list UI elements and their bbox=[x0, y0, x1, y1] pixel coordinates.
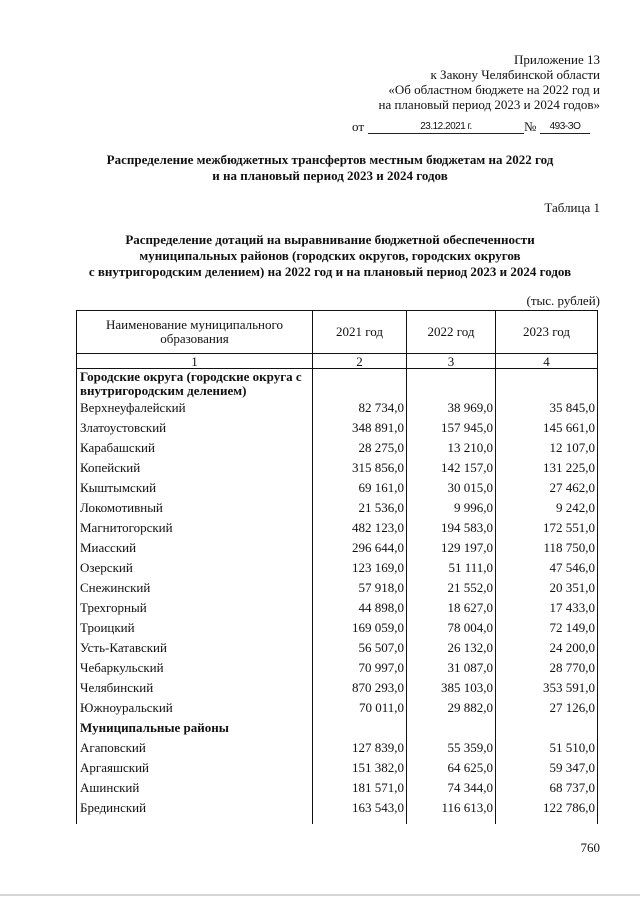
subtitle-line: с внутригородским делением) на 2022 год и на плановый период 2023 и 2024 годов bbox=[88, 264, 572, 279]
cell-value-2022: 51 111,0 bbox=[407, 558, 496, 578]
cell-value-2022: 21 552,0 bbox=[407, 578, 496, 598]
cell-value-2021: 151 382,0 bbox=[313, 758, 407, 778]
cell-value-2022: 29 882,0 bbox=[407, 698, 496, 718]
cell-name: Ашинский bbox=[77, 778, 313, 798]
cell-value-2023: 131 225,0 bbox=[496, 458, 598, 478]
title-line: Распределение межбюджетных трансфертов местным бюджетам на 2022 год bbox=[106, 152, 554, 167]
cell-value-2022: 78 004,0 bbox=[407, 618, 496, 638]
table-row bbox=[77, 758, 598, 778]
cell-value-2023: 27 126,0 bbox=[496, 698, 598, 718]
cell-value-2021: 870 293,0 bbox=[313, 678, 407, 698]
subtitle-line: Распределение дотаций на выравнивание бюджетной обеспеченности bbox=[125, 232, 535, 247]
table-body bbox=[77, 369, 598, 825]
document-title bbox=[60, 152, 600, 184]
scan-edge-line bbox=[0, 894, 640, 896]
cell-value-2023: 172 551,0 bbox=[496, 518, 598, 538]
cell-name: Миасский bbox=[77, 538, 313, 558]
table-row bbox=[77, 438, 598, 458]
cell-name: Троицкий bbox=[77, 618, 313, 638]
appendix-line: Приложение 13 bbox=[513, 52, 600, 67]
table-row bbox=[77, 598, 598, 618]
cell-value-2023: 20 351,0 bbox=[496, 578, 598, 598]
cell-value-2022: 9 996,0 bbox=[407, 498, 496, 518]
cell-value-2022: 55 359,0 bbox=[407, 738, 496, 758]
cell-value-2022: 194 583,0 bbox=[407, 518, 496, 538]
date-field bbox=[368, 118, 524, 134]
table-row bbox=[77, 798, 598, 818]
cell-value-2023: 353 591,0 bbox=[496, 678, 598, 698]
subtitle-line: муниципальных районов (городских округов, городских округов bbox=[139, 248, 521, 263]
appendix-line: к Закону Челябинской области bbox=[430, 67, 600, 82]
cell-value-2021: 348 891,0 bbox=[313, 418, 407, 438]
cell-value-2021: 482 123,0 bbox=[313, 518, 407, 538]
cell-value-2023: 122 786,0 bbox=[496, 798, 598, 818]
cell-value-2023: 118 750,0 bbox=[496, 538, 598, 558]
number-field bbox=[540, 118, 590, 134]
cell-name: Копейский bbox=[77, 458, 313, 478]
subsidy-table bbox=[76, 310, 598, 824]
cell-value-2022: 142 157,0 bbox=[407, 458, 496, 478]
cell-value-2021: 70 997,0 bbox=[313, 658, 407, 678]
table-row bbox=[77, 418, 598, 438]
cell-value-2021: 44 898,0 bbox=[313, 598, 407, 618]
cell-value-2023: 145 661,0 bbox=[496, 418, 598, 438]
table-row bbox=[77, 458, 598, 478]
table-row bbox=[77, 398, 598, 418]
cell-name: Усть-Катавский bbox=[77, 638, 313, 658]
cell-value-2023: 28 770,0 bbox=[496, 658, 598, 678]
table-header-row bbox=[77, 311, 598, 354]
cell-name: Южноуральский bbox=[77, 698, 313, 718]
cell-name: Карабашский bbox=[77, 438, 313, 458]
section-title: Муниципальные районы bbox=[77, 718, 313, 738]
cell-value-2022: 64 625,0 bbox=[407, 758, 496, 778]
cell-value-2023: 47 546,0 bbox=[496, 558, 598, 578]
cell-value-2022: 13 210,0 bbox=[407, 438, 496, 458]
table-row bbox=[77, 658, 598, 678]
cell-name: Кыштымский bbox=[77, 478, 313, 498]
cell-name: Магнитогорский bbox=[77, 518, 313, 538]
cell-name: Чебаркульский bbox=[77, 658, 313, 678]
cell-value-2021: 127 839,0 bbox=[313, 738, 407, 758]
cell-value-2021: 57 918,0 bbox=[313, 578, 407, 598]
table-row bbox=[77, 698, 598, 718]
cell-value-2021: 296 644,0 bbox=[313, 538, 407, 558]
appendix-signature-line bbox=[352, 118, 592, 136]
column-number: 1 bbox=[77, 354, 313, 369]
cell-name: Верхнеуфалейский bbox=[77, 398, 313, 418]
table-row bbox=[77, 518, 598, 538]
table-row bbox=[77, 678, 598, 698]
title-line: и на плановый период 2023 и 2024 годов bbox=[212, 168, 448, 183]
table-row bbox=[77, 578, 598, 598]
table-row bbox=[77, 778, 598, 798]
cell-value-2021: 69 161,0 bbox=[313, 478, 407, 498]
cell-value-2023: 68 737,0 bbox=[496, 778, 598, 798]
cell-value-2022: 157 945,0 bbox=[407, 418, 496, 438]
cell-value-2023: 17 433,0 bbox=[496, 598, 598, 618]
table-continuation bbox=[77, 818, 598, 824]
cell-value-2022: 26 132,0 bbox=[407, 638, 496, 658]
cell-value-2021: 70 011,0 bbox=[313, 698, 407, 718]
cell-value-2022: 18 627,0 bbox=[407, 598, 496, 618]
cell-value-2023: 72 149,0 bbox=[496, 618, 598, 638]
table-label: Таблица 1 bbox=[544, 200, 600, 215]
date-prefix: от bbox=[352, 119, 365, 134]
cell-name: Локомотивный bbox=[77, 498, 313, 518]
cell-value-2021: 28 275,0 bbox=[313, 438, 407, 458]
table-row bbox=[77, 738, 598, 758]
column-header-2023: 2023 год bbox=[496, 311, 598, 354]
cell-value-2023: 35 845,0 bbox=[496, 398, 598, 418]
cell-name: Аргаяшский bbox=[77, 758, 313, 778]
cell-value-2023: 27 462,0 bbox=[496, 478, 598, 498]
cell-name: Трехгорный bbox=[77, 598, 313, 618]
cell-value-2022: 30 015,0 bbox=[407, 478, 496, 498]
cell-value-2021: 315 856,0 bbox=[313, 458, 407, 478]
column-number: 2 bbox=[313, 354, 407, 369]
cell-name: Снежинский bbox=[77, 578, 313, 598]
cell-value-2023: 24 200,0 bbox=[496, 638, 598, 658]
cell-value-2021: 123 169,0 bbox=[313, 558, 407, 578]
cell-value-2021: 82 734,0 bbox=[313, 398, 407, 418]
cell-name: Брединский bbox=[77, 798, 313, 818]
table-title bbox=[60, 232, 600, 280]
table-row bbox=[77, 478, 598, 498]
units-label: (тыс. рублей) bbox=[526, 293, 600, 308]
cell-value-2023: 51 510,0 bbox=[496, 738, 598, 758]
appendix-line: «Об областном бюджете на 2022 год и bbox=[388, 82, 600, 97]
column-number-row bbox=[77, 354, 598, 369]
column-header-2021: 2021 год bbox=[313, 311, 407, 354]
cell-value-2022: 38 969,0 bbox=[407, 398, 496, 418]
cell-value-2022: 129 197,0 bbox=[407, 538, 496, 558]
cell-name: Агаповский bbox=[77, 738, 313, 758]
cell-value-2023: 9 242,0 bbox=[496, 498, 598, 518]
appendix-line: на плановый период 2023 и 2024 годов» bbox=[378, 97, 600, 112]
law-number: 493-ЗО bbox=[549, 121, 581, 132]
cell-value-2021: 163 543,0 bbox=[313, 798, 407, 818]
table-row bbox=[77, 538, 598, 558]
cell-value-2022: 74 344,0 bbox=[407, 778, 496, 798]
table-row bbox=[77, 638, 598, 658]
cell-name: Челябинский bbox=[77, 678, 313, 698]
table-row bbox=[77, 558, 598, 578]
column-number: 4 bbox=[496, 354, 598, 369]
section-title: Городские округа (городские округа с внутригородским делением) bbox=[77, 369, 313, 399]
cell-value-2022: 31 087,0 bbox=[407, 658, 496, 678]
cell-value-2021: 56 507,0 bbox=[313, 638, 407, 658]
page-number: 760 bbox=[580, 840, 600, 855]
section-row-city-districts bbox=[77, 369, 598, 399]
column-number: 3 bbox=[407, 354, 496, 369]
cell-name: Озерский bbox=[77, 558, 313, 578]
cell-name: Златоустовский bbox=[77, 418, 313, 438]
number-sign: № bbox=[524, 119, 537, 134]
column-header-2022: 2022 год bbox=[407, 311, 496, 354]
section-row-municipal-districts bbox=[77, 718, 598, 738]
column-header-name: Наименование муниципального образования bbox=[77, 311, 313, 354]
cell-value-2022: 116 613,0 bbox=[407, 798, 496, 818]
table-row bbox=[77, 618, 598, 638]
law-date: 23.12.2021 г. bbox=[420, 121, 472, 132]
cell-value-2021: 181 571,0 bbox=[313, 778, 407, 798]
cell-value-2022: 385 103,0 bbox=[407, 678, 496, 698]
cell-value-2021: 169 059,0 bbox=[313, 618, 407, 638]
cell-value-2023: 59 347,0 bbox=[496, 758, 598, 778]
appendix-header bbox=[310, 52, 600, 112]
cell-value-2021: 21 536,0 bbox=[313, 498, 407, 518]
table-row bbox=[77, 498, 598, 518]
cell-value-2023: 12 107,0 bbox=[496, 438, 598, 458]
